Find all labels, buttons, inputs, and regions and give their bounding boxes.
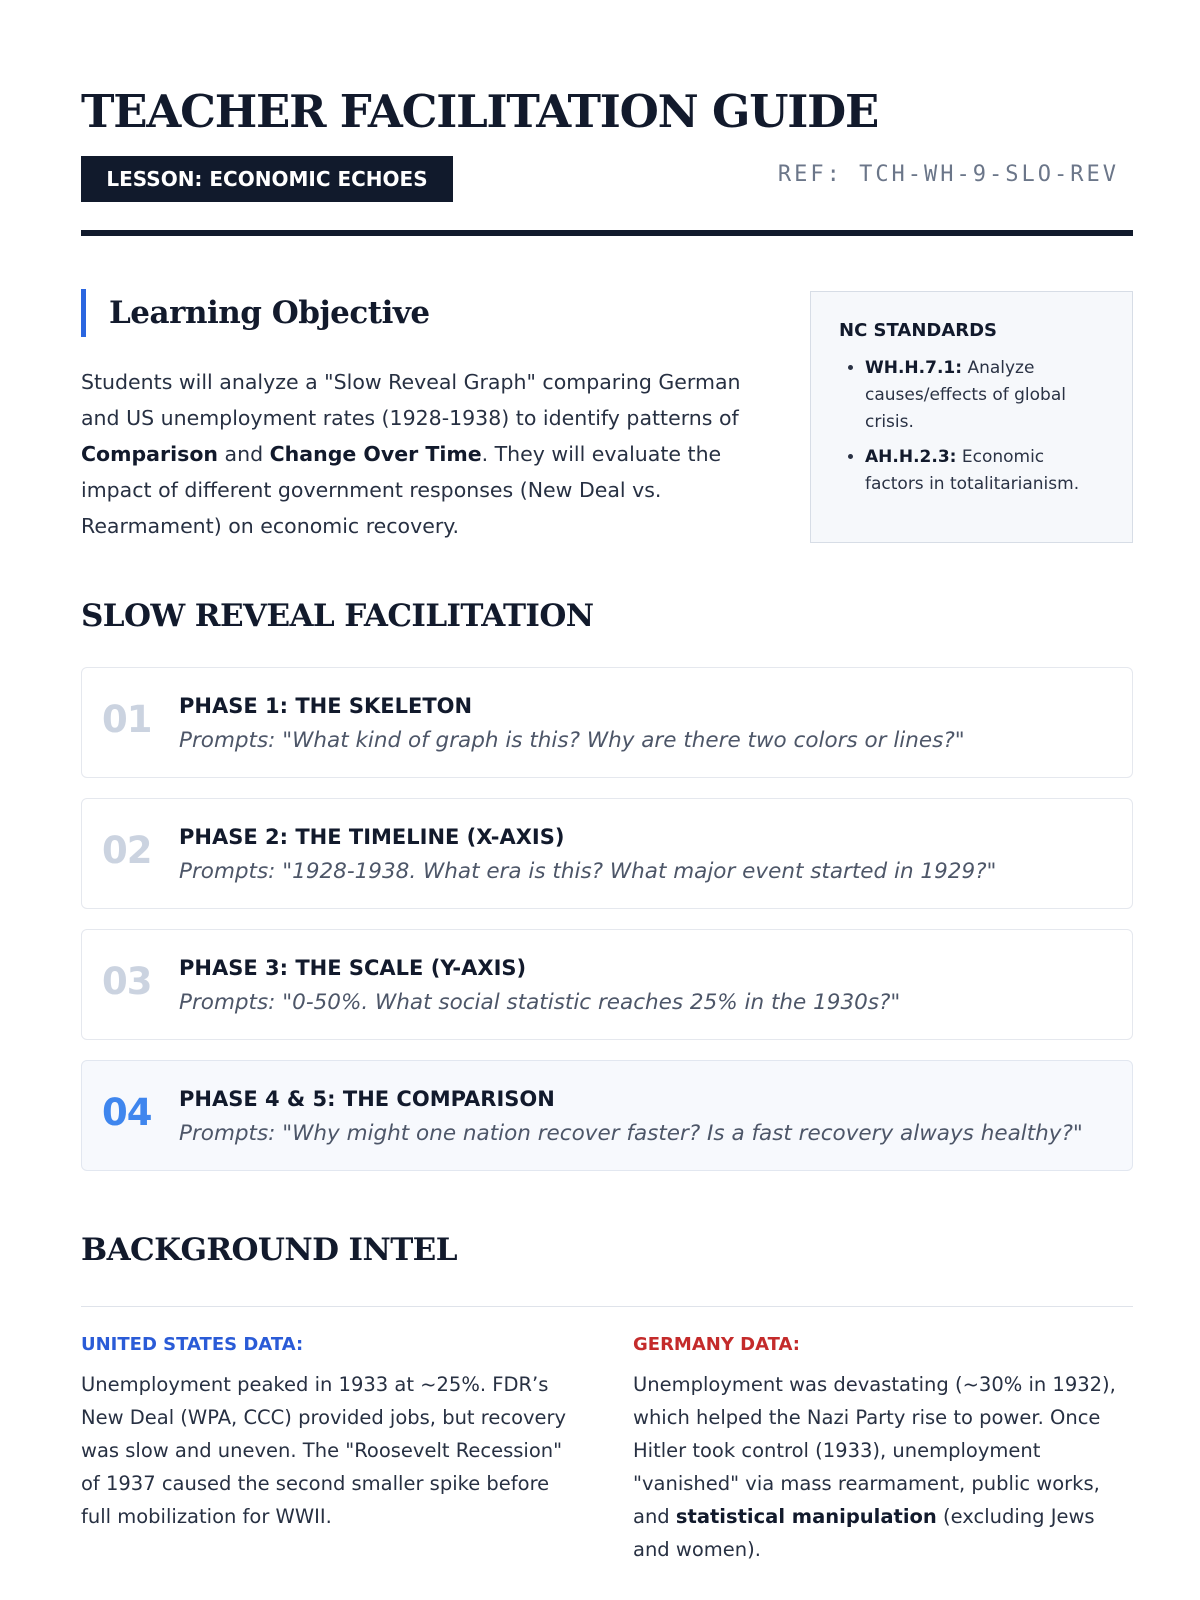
objective-bold-change-over-time: Change Over Time — [269, 442, 482, 466]
germany-bold-statistical-manipulation: statistical manipulation — [675, 1505, 937, 1528]
phase-prompt: Prompts: "What kind of graph is this? Why are there two colors or lines?" — [179, 728, 965, 753]
standard-item — [865, 355, 1108, 436]
phase-title: PHASE 3: THE SCALE (Y-AXIS) — [179, 956, 527, 980]
phase-card-1 — [81, 667, 1133, 778]
page-title: TEACHER FACILITATION GUIDE — [81, 85, 879, 138]
germany-text-part: Unemployment was devastating (~30% in 1932), which helped the Nazi Party rise to power. Once Hitler took control (1933), unemployment "vanished" via mass rearmament, public works, and — [633, 1373, 1116, 1528]
objective-text-part: . They will evaluate the impact of different government responses (New Deal vs. Rearmament) on economic recovery. — [81, 442, 722, 538]
phase-number: 03 — [102, 960, 152, 1003]
slow-reveal-heading: SLOW REVEAL FACILITATION — [81, 598, 594, 634]
phase-title: PHASE 2: THE TIMELINE (X-AXIS) — [179, 825, 565, 849]
germany-data-label: GERMANY DATA: — [633, 1334, 800, 1355]
phase-number: 01 — [102, 698, 152, 741]
phase-card-3 — [81, 929, 1133, 1040]
objective-bold-comparison: Comparison — [81, 442, 219, 466]
background-intel-divider — [81, 1306, 1133, 1307]
standard-code: AH.H.2.3: — [865, 447, 957, 467]
learning-objective-heading: Learning Objective — [81, 289, 430, 337]
standards-list — [839, 355, 1108, 498]
phase-title: PHASE 4 & 5: THE COMPARISON — [179, 1087, 555, 1111]
phase-prompt: Prompts: "Why might one nation recover faster? Is a fast recovery always healthy?" — [179, 1121, 1083, 1146]
phase-prompt: Prompts: "1928-1938. What era is this? What major event started in 1929?" — [179, 859, 997, 884]
objective-text-part: Students will analyze a "Slow Reveal Graph" comparing German and US unemployment rates (1928-1938) to identify patterns of — [81, 370, 741, 430]
standard-description: Analyze causes/effects of global crisis. — [865, 358, 1066, 432]
germany-text-part: (excluding Jews and women). — [633, 1505, 1095, 1561]
germany-data-column — [633, 1334, 1133, 1566]
learning-objective-text — [81, 364, 751, 544]
phase-number: 02 — [102, 829, 152, 872]
standard-item — [865, 444, 1108, 498]
standards-title: NC STANDARDS — [839, 320, 998, 341]
phase-title: PHASE 1: THE SKELETON — [179, 694, 473, 718]
phase-card-2 — [81, 798, 1133, 909]
us-data-column — [81, 1334, 581, 1533]
standard-description: Economic factors in totalitarianism. — [865, 447, 1080, 494]
germany-data-text — [633, 1368, 1133, 1566]
standard-code: WH.H.7.1: — [865, 358, 963, 378]
background-intel-heading: BACKGROUND INTEL — [81, 1232, 457, 1268]
objective-text-part: and — [218, 442, 270, 466]
nc-standards-box — [810, 291, 1133, 543]
us-data-text: Unemployment peaked in 1933 at ~25%. FDR’s New Deal (WPA, CCC) provided jobs, but recovery was slow and uneven. The "Roosevelt Recession" of 1937 caused the second smaller spike before full mobilization for WWII. — [81, 1373, 567, 1528]
phase-card-4 — [81, 1060, 1133, 1171]
header-divider — [81, 230, 1133, 236]
phase-number: 04 — [102, 1091, 152, 1134]
us-data-label: UNITED STATES DATA: — [81, 1334, 304, 1355]
phase-prompt: Prompts: "0-50%. What social statistic reaches 25% in the 1930s?" — [179, 990, 901, 1015]
lesson-badge: LESSON: ECONOMIC ECHOES — [81, 156, 453, 202]
reference-code: REF: TCH-WH-9-SLO-REV — [777, 162, 1119, 187]
